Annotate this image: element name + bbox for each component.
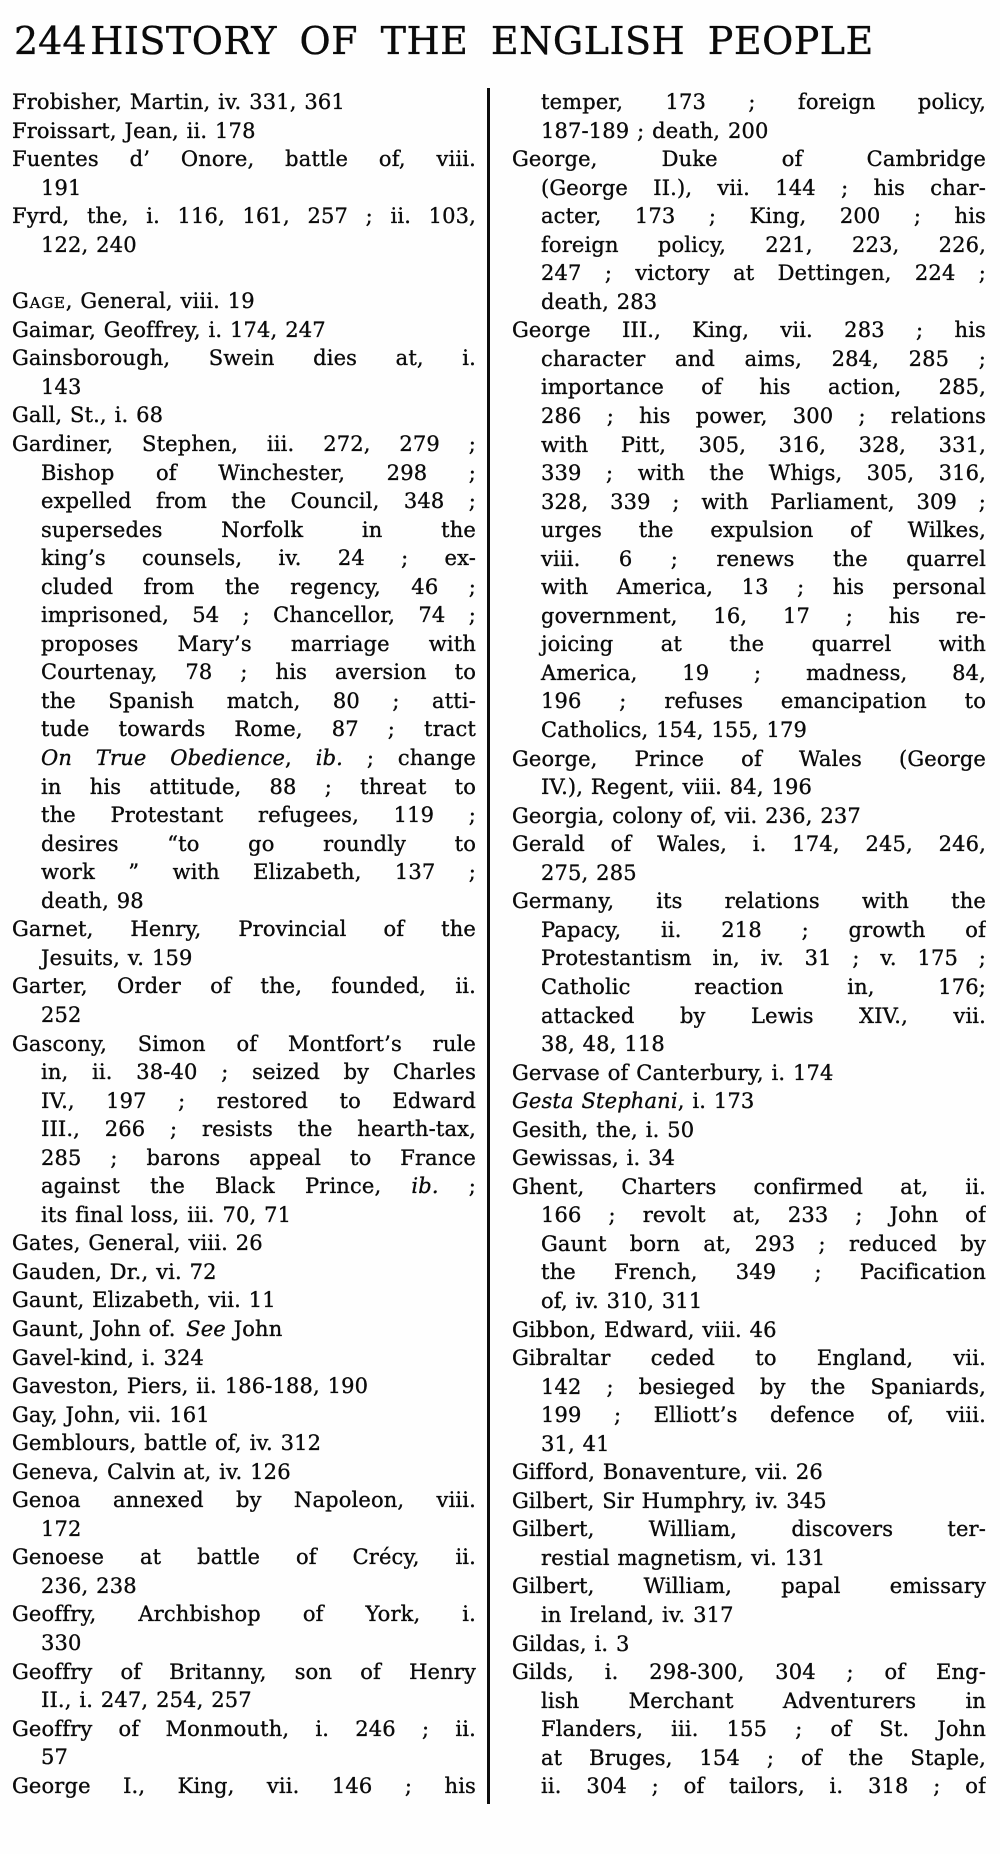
entry-line: viii. 6 ; renews the quarrel: [541, 546, 986, 571]
index-entry: [512, 1572, 986, 1629]
entry-line: Frobisher, Martin, iv. 331, 361: [12, 90, 345, 114]
index-entry: [12, 430, 476, 915]
entry-line: Gainsborough, Swein dies at, i.: [12, 346, 476, 371]
entry-line: 339 ; with the Whigs, 305, 316,: [541, 461, 986, 486]
index-entry: [512, 1458, 986, 1487]
entry-line: work ” with Elizabeth, 137 ;: [41, 860, 476, 885]
entry-line: in Ireland, iv. 317: [541, 1602, 734, 1627]
index-entry: [512, 1087, 986, 1116]
entry-line: temper, 173 ; foreign policy,: [541, 90, 986, 114]
entry-line: lish Merchant Adventurers in: [541, 1688, 986, 1713]
entry-line: 142 ; besieged by the Spaniards,: [541, 1374, 986, 1399]
entry-line: 252: [41, 1002, 82, 1027]
entry-line: tude towards Rome, 87 ; tract: [41, 717, 476, 742]
entry-line: Germany, its relations with the: [512, 889, 986, 914]
entry-line: America, 19 ; madness, 84,: [541, 660, 986, 685]
entry-line: Gascony, Simon of Montfort’s rule: [12, 1031, 476, 1056]
index-entry: [12, 1429, 476, 1458]
entry-line: Garter, Order of the, founded, ii.: [12, 974, 476, 999]
entry-line: Geoffry of Monmouth, i. 246 ; ii.: [12, 1716, 476, 1741]
entry-line: death, 283: [541, 289, 658, 314]
index-entry: [12, 88, 476, 117]
entry-line: the Protestant refugees, 119 ;: [41, 803, 476, 828]
entry-line: Gildas, i. 3: [512, 1631, 630, 1656]
entry-line: joicing at the quarrel with: [541, 632, 986, 657]
index-entry: [512, 830, 986, 887]
column-left: [12, 88, 476, 1800]
entry-line: George, Prince of Wales (George: [512, 746, 986, 771]
entry-line: death, 98: [41, 888, 144, 913]
entry-line: Geoffry, Archbishop of York, i.: [12, 1602, 476, 1627]
entry-line: 328, 339 ; with Parliament, 309 ;: [541, 489, 986, 514]
entry-line: 166 ; revolt at, 233 ; John of: [541, 1203, 986, 1228]
entry-line: of, iv. 310, 311: [541, 1288, 703, 1313]
index-entry: [512, 1658, 986, 1801]
entry-line: Geoffry of Britanny, son of Henry: [12, 1659, 476, 1684]
index-entry: [512, 1316, 986, 1345]
index-entry: [12, 972, 476, 1029]
index-entry: [12, 344, 476, 401]
entry-line: supersedes Norfolk in the: [41, 517, 476, 542]
index-entry: [12, 1315, 476, 1344]
entry-line: George III., King, vii. 283 ; his: [512, 318, 986, 343]
entry-line: 38, 48, 118: [541, 1032, 665, 1057]
entry-line: importance of his action, 285,: [541, 375, 986, 400]
entry-line: Gilbert, Sir Humphry, iv. 345: [512, 1488, 827, 1513]
index-entry: [512, 316, 986, 744]
entry-line: Gaunt, Elizabeth, vii. 11: [12, 1288, 276, 1313]
entry-line: Gay, John, vii. 161: [12, 1402, 210, 1427]
entry-line: Gerald of Wales, i. 174, 245, 246,: [512, 832, 986, 857]
entry-line: Papacy, ii. 218 ; growth of: [541, 917, 986, 942]
index-entry: [512, 887, 986, 1058]
entry-line: 57: [41, 1745, 69, 1770]
entry-line: ii. 304 ; of tailors, i. 318 ; of: [541, 1774, 986, 1799]
entry-line: Genoa annexed by Napoleon, viii.: [12, 1488, 476, 1513]
index-entry: [512, 1515, 986, 1572]
index-entry: [512, 1059, 986, 1088]
index-entry: [12, 1600, 476, 1657]
index-entry: [12, 1772, 476, 1801]
index-entry: [12, 287, 476, 316]
entry-line: Garnet, Henry, Provincial of the: [12, 917, 476, 942]
entry-line: character and aims, 284, 285 ;: [541, 346, 986, 371]
entry-line: Gaveston, Piers, ii. 186-188, 190: [12, 1374, 369, 1399]
entry-line: with America, 13 ; his personal: [541, 575, 986, 600]
index-entry: [12, 145, 476, 202]
index-entry: [12, 1658, 476, 1715]
entry-line: IV., 197 ; restored to Edward: [41, 1088, 476, 1113]
entry-line: Gibraltar ceded to England, vii.: [512, 1346, 986, 1371]
entry-line: with Pitt, 305, 316, 328, 331,: [541, 432, 986, 457]
index-entry: [512, 1487, 986, 1516]
entry-line: 143: [41, 374, 82, 399]
entry-line: government, 16, 17 ; his re-: [541, 603, 986, 628]
entry-line: the Spanish match, 80 ; atti-: [41, 688, 476, 713]
entry-line: king’s counsels, iv. 24 ; ex-: [41, 546, 476, 571]
index-entry: [12, 1258, 476, 1287]
index-entry: [12, 117, 476, 146]
entry-line: II., i. 247, 254, 257: [41, 1688, 252, 1713]
entry-line: III., 266 ; resists the hearth-tax,: [41, 1117, 476, 1142]
entry-line: Jesuits, v. 159: [41, 945, 193, 970]
entry-line: acter, 173 ; King, 200 ; his: [541, 204, 986, 229]
entry-line: Gates, General, viii. 26: [12, 1231, 263, 1256]
index-entry: [12, 1715, 476, 1772]
index-entry: [512, 1116, 986, 1145]
entry-line: Gall, St., i. 68: [12, 403, 164, 428]
entry-line: Fyrd, the, i. 116, 161, 257 ; ii. 103,: [12, 204, 476, 229]
index-entry: [512, 1144, 986, 1173]
entry-line: Courtenay, 78 ; his aversion to: [41, 660, 476, 685]
entry-line: 286 ; his power, 300 ; relations: [541, 404, 986, 429]
index-entry: [12, 316, 476, 345]
entry-line: Gavel-kind, i. 324: [12, 1345, 205, 1370]
entry-line: Gesith, the, i. 50: [512, 1117, 695, 1142]
entry-line: Catholic reaction in, 176;: [541, 974, 986, 999]
entry-line: 330: [41, 1630, 82, 1655]
index-entry: [12, 1486, 476, 1543]
index-entry: [12, 915, 476, 972]
entry-line: Protestantism in, iv. 31 ; v. 175 ;: [541, 946, 986, 971]
index-entry: [512, 745, 986, 802]
entry-line: proposes Mary’s marriage with: [41, 631, 476, 656]
entry-line: (George II.), vii. 144 ; his char-: [541, 175, 986, 200]
index-entry: [512, 145, 986, 316]
index-columns: [12, 88, 986, 1804]
entry-line: Gardiner, Stephen, iii. 272, 279 ;: [12, 432, 476, 457]
entry-line: Ghent, Charters confirmed at, ii.: [512, 1174, 986, 1199]
entry-line: foreign policy, 221, 223, 226,: [541, 232, 986, 257]
entry-line: Gauden, Dr., vi. 72: [12, 1259, 217, 1284]
entry-line: Gaimar, Geoffrey, i. 174, 247: [12, 317, 326, 342]
entry-line: Gage, General, viii. 19: [12, 289, 255, 314]
entry-line: 236, 238: [41, 1573, 137, 1598]
entry-line: restial magnetism, vi. 131: [541, 1545, 826, 1570]
entry-line: Genoese at battle of Crécy, ii.: [12, 1545, 476, 1570]
entry-line: 247 ; victory at Dettingen, 224 ;: [541, 261, 986, 286]
index-entry: [12, 1401, 476, 1430]
index-entry: [12, 1543, 476, 1600]
entry-line: 199 ; Elliott’s defence of, viii.: [541, 1403, 986, 1428]
entry-line: Gewissas, i. 34: [512, 1146, 676, 1171]
entry-line: 285 ; barons appeal to France: [41, 1145, 476, 1170]
entry-line: Gemblours, battle of, iv. 312: [12, 1431, 322, 1456]
entry-line: Gesta Stephani, i. 173: [512, 1089, 755, 1114]
entry-line: urges the expulsion of Wilkes,: [541, 518, 986, 543]
entry-line: Gaunt born at, 293 ; reduced by: [541, 1231, 986, 1256]
index-entry: [12, 1030, 476, 1230]
entry-line: at Bruges, 154 ; of the Staple,: [541, 1745, 986, 1770]
index-entry: [12, 401, 476, 430]
entry-line: imprisoned, 54 ; Chancellor, 74 ;: [41, 603, 476, 628]
entry-line: Georgia, colony of, vii. 236, 237: [512, 803, 861, 828]
entry-line: the French, 349 ; Pacification: [541, 1260, 986, 1285]
page-title: HISTORY OF THE ENGLISH PEOPLE: [90, 19, 874, 63]
entry-line: cluded from the regency, 46 ;: [41, 574, 476, 599]
entry-line: Geneva, Calvin at, iv. 126: [12, 1459, 291, 1484]
index-entry: [12, 1372, 476, 1401]
entry-line: against the Black Prince, ib. ;: [41, 1174, 476, 1199]
index-entry: [12, 1344, 476, 1373]
entry-line: 172: [41, 1516, 82, 1541]
index-entry: [512, 1173, 986, 1316]
page-header: [12, 20, 988, 72]
page-number: 244: [14, 19, 87, 63]
entry-line: 191: [41, 175, 82, 200]
index-entry: [512, 1344, 986, 1458]
entry-line: 196 ; refuses emancipation to: [541, 689, 986, 714]
entry-line: Gaunt, John of. See John: [12, 1316, 283, 1341]
entry-line: George, Duke of Cambridge: [512, 147, 986, 172]
entry-line: Gervase of Canterbury, i. 174: [512, 1060, 834, 1085]
entry-line: Flanders, iii. 155 ; of St. John: [541, 1717, 986, 1742]
entry-line: Catholics, 154, 155, 179: [541, 718, 808, 743]
entry-line: in, ii. 38-40 ; seized by Charles: [41, 1060, 476, 1085]
entry-line: Gifford, Bonaventure, vii. 26: [512, 1460, 823, 1485]
entry-line: Gilds, i. 298-300, 304 ; of Eng-: [512, 1660, 986, 1685]
entry-line: George I., King, vii. 146 ; his: [12, 1773, 476, 1798]
index-entry: [12, 202, 476, 259]
entry-line: attacked by Lewis XIV., vii.: [541, 1003, 986, 1028]
entry-line: desires “to go roundly to: [41, 831, 476, 856]
entry-line: 275, 285: [541, 860, 637, 885]
entry-line: its final loss, iii. 70, 71: [41, 1202, 292, 1227]
index-entry: [512, 1630, 986, 1659]
entry-line: On True Obedience, ib. ; change: [41, 746, 476, 771]
entry-line: 122, 240: [41, 232, 137, 257]
entry-line: 31, 41: [541, 1431, 610, 1456]
entry-line: Bishop of Winchester, 298 ;: [41, 460, 476, 485]
entry-line: in his attitude, 88 ; threat to: [41, 774, 476, 799]
entry-line: Fuentes d’ Onore, battle of, viii.: [12, 147, 476, 172]
entry-line: Gibbon, Edward, viii. 46: [512, 1317, 777, 1342]
index-entry: [512, 88, 986, 145]
entry-line: Froissart, Jean, ii. 178: [12, 118, 256, 143]
entry-line: expelled from the Council, 348 ;: [41, 489, 476, 514]
entry-line: Gilbert, William, discovers ter-: [512, 1517, 986, 1542]
index-entry: [512, 802, 986, 831]
entry-line: IV.), Regent, viii. 84, 196: [541, 775, 813, 800]
column-divider-rule: [487, 88, 490, 1804]
index-entry: [12, 1286, 476, 1315]
index-entry: [12, 1229, 476, 1258]
entry-line: Gilbert, William, papal emissary: [512, 1574, 986, 1599]
entry-line: 187-189 ; death, 200: [541, 118, 769, 143]
index-entry: [12, 1458, 476, 1487]
column-right: [512, 88, 986, 1801]
